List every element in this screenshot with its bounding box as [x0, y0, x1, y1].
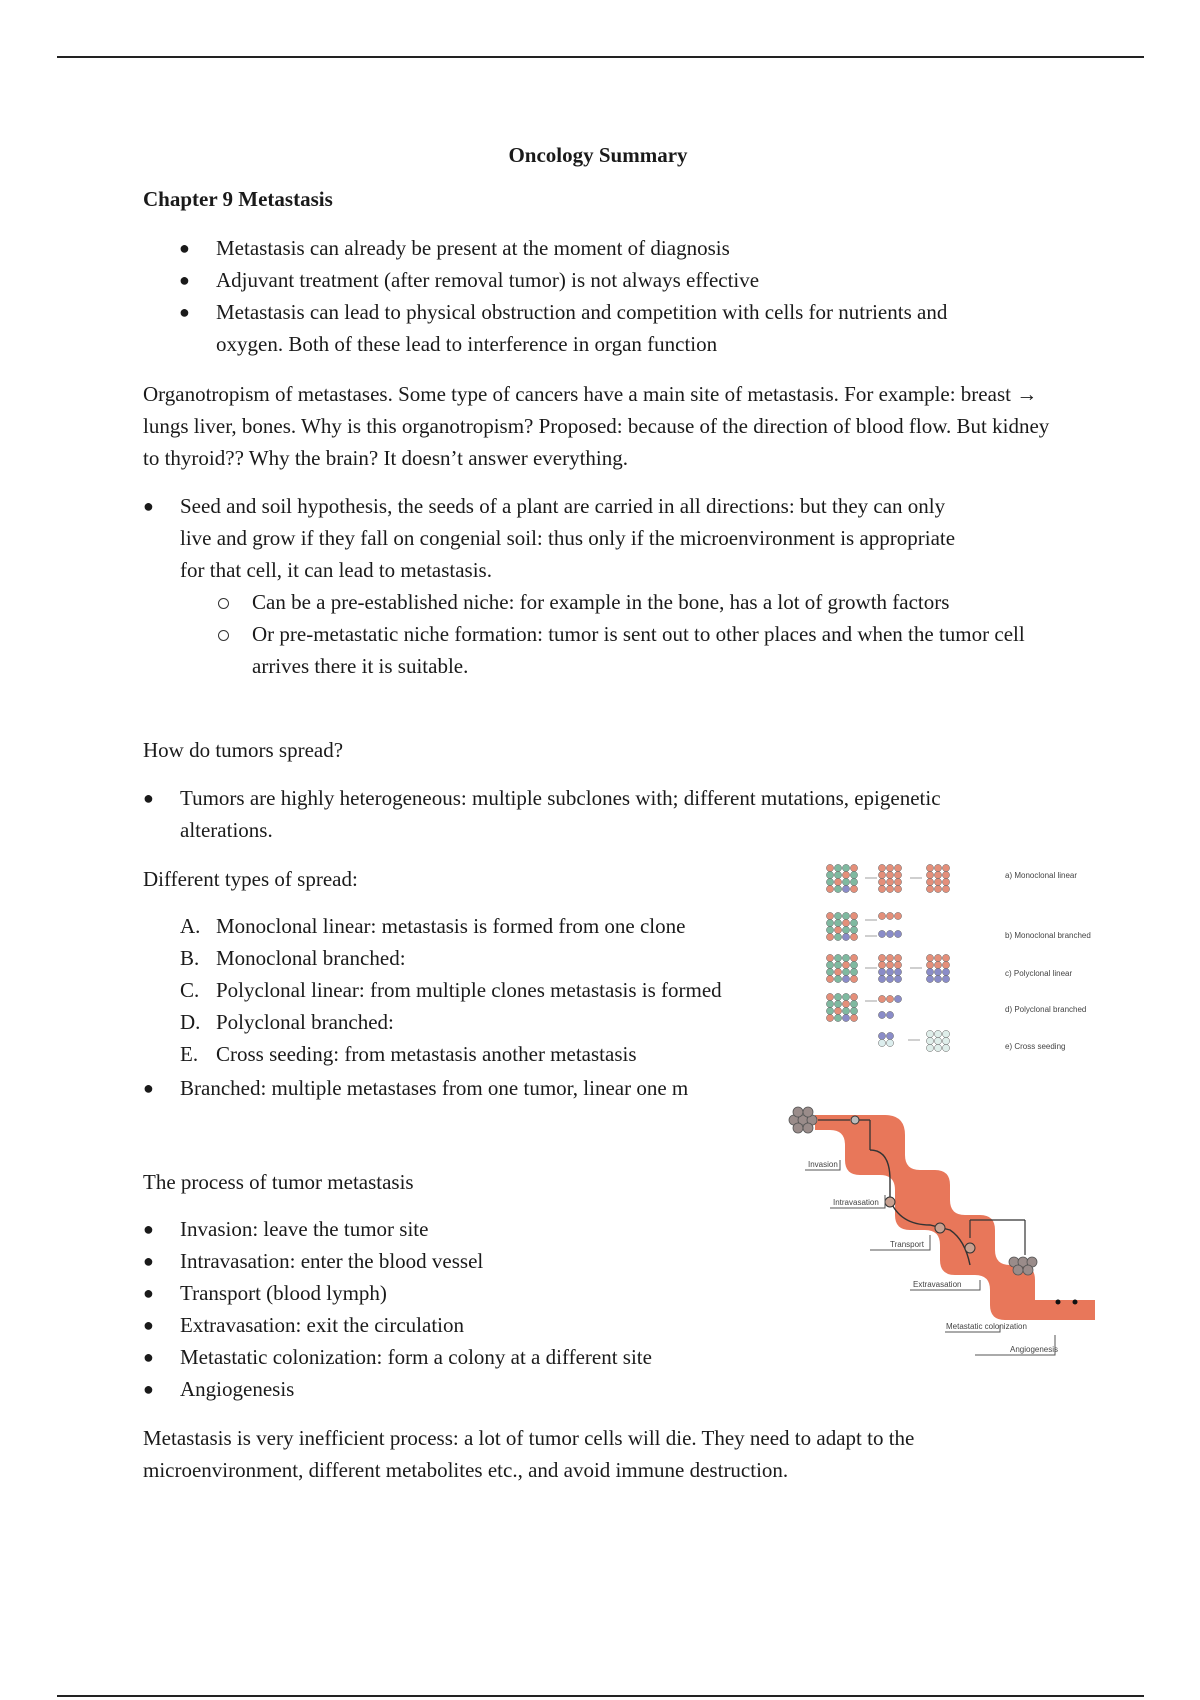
seed-soil-sublist — [252, 586, 1052, 682]
clone-cell — [934, 1037, 941, 1044]
tumor-cluster — [789, 1107, 817, 1133]
clone-cell — [826, 926, 833, 933]
clone-cell — [878, 995, 885, 1002]
branched-note-list — [143, 1072, 763, 1104]
clone-cell — [878, 871, 885, 878]
clone-cell — [826, 961, 833, 968]
bottom-rule — [57, 1695, 1144, 1697]
clone-cell — [826, 954, 833, 961]
clone-cell — [942, 968, 949, 975]
clone-cell — [894, 930, 901, 937]
clone-cell — [886, 878, 893, 885]
list-item: D. Polyclonal branched: — [180, 1010, 394, 1034]
clone-cell — [842, 975, 849, 982]
clone-cell — [834, 926, 841, 933]
hollow-bullet-icon — [218, 598, 229, 609]
list-item: ● Tumors are highly heterogeneous: multiple subclones with; different mutations, epigenetic alterations. — [143, 786, 941, 842]
top-rule — [57, 56, 1144, 58]
list-item: ● Metastatic colonization: form a colony at a different site — [143, 1345, 652, 1369]
clone-cell — [826, 993, 833, 1000]
clone-cell — [878, 912, 885, 919]
clone-cell — [926, 1044, 933, 1051]
clone-cell — [834, 912, 841, 919]
clone-cell — [834, 919, 841, 926]
clone-cell — [934, 961, 941, 968]
clone-cell — [878, 878, 885, 885]
clone-cell — [942, 871, 949, 878]
clone-cell — [894, 995, 901, 1002]
clone-cell — [850, 933, 857, 940]
clone-cell — [934, 1030, 941, 1037]
clone-cell — [842, 871, 849, 878]
list-item: ● Adjuvant treatment (after removal tumor) is not always effective — [179, 268, 760, 292]
clone-cell — [886, 930, 893, 937]
clone-cell — [834, 864, 841, 871]
clone-cell — [842, 993, 849, 1000]
clone-cell — [842, 1007, 849, 1014]
clone-cell — [878, 864, 885, 871]
list-item: E. Cross seeding: from metastasis another metastasis — [180, 1042, 637, 1066]
figure-label: d) Polyclonal branched — [1005, 1005, 1087, 1014]
clone-cell — [934, 954, 941, 961]
clone-cell — [894, 885, 901, 892]
clone-cell — [850, 1000, 857, 1007]
clone-cell — [894, 864, 901, 871]
clone-cell — [886, 954, 893, 961]
clone-cell — [850, 968, 857, 975]
list-item: Or pre-metastatic niche formation: tumor is sent out to other places and when the tumor cell arrives there it is suitable. — [252, 618, 1032, 682]
metastasis-process-figure — [770, 1090, 1100, 1370]
spread-types-figure — [820, 860, 1130, 1075]
clone-cell — [942, 975, 949, 982]
clone-cell — [894, 912, 901, 919]
clone-cell — [926, 878, 933, 885]
clone-cell — [834, 885, 841, 892]
clone-cell — [850, 961, 857, 968]
clone-cell — [934, 871, 941, 878]
clone-cell — [834, 1000, 841, 1007]
clone-cell — [886, 1039, 893, 1046]
clone-cell — [886, 968, 893, 975]
clone-cell — [886, 961, 893, 968]
clone-cell — [942, 1037, 949, 1044]
figure-label: Metastatic colonization — [946, 1322, 1027, 1331]
clone-cell — [894, 878, 901, 885]
list-item: ● Invasion: leave the tumor site — [143, 1217, 429, 1241]
clone-cell — [942, 954, 949, 961]
clone-cell — [850, 975, 857, 982]
clone-cell — [842, 954, 849, 961]
clone-cell — [894, 954, 901, 961]
intro-bullet-list — [143, 232, 1043, 360]
clone-cell — [942, 1030, 949, 1037]
clone-cell — [826, 878, 833, 885]
clone-cell — [842, 885, 849, 892]
heterogeneity-list — [143, 782, 1043, 846]
list-item: C. Polyclonal linear: from multiple clones metastasis is formed — [180, 978, 722, 1002]
clone-cell — [934, 885, 941, 892]
clone-cell — [850, 912, 857, 919]
clone-cell — [834, 968, 841, 975]
clone-cell — [926, 975, 933, 982]
clone-cell — [842, 926, 849, 933]
clone-cell — [826, 885, 833, 892]
clone-cell — [834, 1014, 841, 1021]
clone-cell — [886, 1011, 893, 1018]
clone-cell — [826, 968, 833, 975]
clone-cell — [894, 961, 901, 968]
clone-cell — [878, 975, 885, 982]
clone-cell — [834, 961, 841, 968]
clone-cell — [878, 961, 885, 968]
clone-cell — [850, 885, 857, 892]
clone-cell — [886, 912, 893, 919]
clone-cell — [878, 954, 885, 961]
clone-cell — [886, 864, 893, 871]
clone-cell — [878, 968, 885, 975]
clone-diagram — [826, 864, 949, 1051]
clone-cell — [842, 878, 849, 885]
clone-cell — [834, 954, 841, 961]
clone-cell — [842, 1014, 849, 1021]
clone-cell — [878, 1032, 885, 1039]
vessel-shape — [815, 1115, 1095, 1320]
clone-cell — [926, 871, 933, 878]
hollow-bullet-icon — [218, 630, 229, 641]
list-item: ● Metastasis can already be present at the moment of diagnosis — [179, 236, 730, 260]
clone-cell — [942, 878, 949, 885]
figure-label: e) Cross seeding — [1005, 1042, 1066, 1051]
list-item: B. Monoclonal branched: — [180, 946, 406, 970]
clone-cell — [850, 878, 857, 885]
process-steps-list — [143, 1213, 763, 1405]
clone-cell — [834, 933, 841, 940]
clone-cell — [942, 885, 949, 892]
clone-cell — [934, 878, 941, 885]
chapter-heading: Chapter 9 Metastasis — [143, 187, 333, 211]
clone-cell — [842, 968, 849, 975]
list-item: ● Angiogenesis — [143, 1377, 295, 1401]
clone-cell — [842, 919, 849, 926]
clone-cell — [926, 1037, 933, 1044]
list-item: ● Transport (blood lymph) — [143, 1281, 387, 1305]
list-item: Can be a pre-established niche: for example in the bone, has a lot of growth factors — [252, 586, 1012, 618]
clone-cell — [850, 954, 857, 961]
seed-soil-list — [143, 490, 1043, 586]
clone-cell — [894, 975, 901, 982]
figure-label: a) Monoclonal linear — [1005, 871, 1078, 880]
clone-cell — [850, 871, 857, 878]
list-item: ● Intravasation: enter the blood vessel — [143, 1249, 484, 1273]
clone-cell — [886, 995, 893, 1002]
clone-cell — [842, 912, 849, 919]
clone-cell — [834, 975, 841, 982]
clone-cell — [850, 993, 857, 1000]
figure-label: Angiogenesis — [1010, 1345, 1059, 1354]
clone-cell — [850, 926, 857, 933]
figure-label: Transport — [890, 1240, 924, 1249]
clone-cell — [850, 1007, 857, 1014]
clone-cell — [826, 1014, 833, 1021]
clone-cell — [878, 1011, 885, 1018]
clone-cell — [826, 933, 833, 940]
clone-cell — [886, 871, 893, 878]
list-item: ● Seed and soil hypothesis, the seeds of a plant are carried in all directions: but they can only live and grow if they fall on congenial soil: thus only if the microenvironment is appropriate for that cell, it can lead to metastasis. — [143, 494, 956, 582]
clone-cell — [878, 930, 885, 937]
clone-cell — [826, 975, 833, 982]
clone-cell — [834, 993, 841, 1000]
clone-cell — [942, 1044, 949, 1051]
clone-cell — [926, 968, 933, 975]
clone-cell — [850, 919, 857, 926]
clone-cell — [842, 864, 849, 871]
clone-cell — [826, 919, 833, 926]
figure-label: c) Polyclonal linear — [1005, 969, 1073, 978]
clone-cell — [926, 885, 933, 892]
clone-cell — [934, 1044, 941, 1051]
process-heading: The process of tumor metastasis — [143, 1170, 414, 1194]
clone-cell — [926, 954, 933, 961]
clone-cell — [926, 864, 933, 871]
list-item: A. Monoclonal linear: metastasis is formed from one clone — [180, 914, 686, 938]
clone-cell — [826, 1007, 833, 1014]
list-item: ● Extravasation: exit the circulation — [143, 1313, 464, 1337]
figure-label: Extravasation — [913, 1280, 962, 1289]
clone-cell — [894, 871, 901, 878]
clone-cell — [886, 975, 893, 982]
clone-cell — [850, 1014, 857, 1021]
clone-cell — [926, 961, 933, 968]
clone-cell — [894, 968, 901, 975]
clone-cell — [834, 871, 841, 878]
clone-cell — [826, 864, 833, 871]
clone-cell — [842, 933, 849, 940]
organotropism-paragraph: Organotropism of metastases. Some type of cancers have a main site of metastasis. For example: breast → lungs liver, bones. Why is this organotropism? Proposed: because of the direction of blood flow. But kidney to thyroid?? Why the brain? It doesn’t answer everything. — [143, 382, 1050, 470]
document-title: Oncology Summary — [508, 143, 688, 167]
clone-cell — [942, 864, 949, 871]
list-item: ● Metastasis can lead to physical obstruction and competition with cells for nutrients and oxygen. Both of these lead to interference in organ function — [179, 300, 948, 356]
clone-cell — [878, 885, 885, 892]
clone-cell — [826, 912, 833, 919]
figure-label: b) Monoclonal branched — [1005, 931, 1091, 940]
spread-question: How do tumors spread? — [143, 738, 344, 762]
list-item: ● Branched: multiple metastases from one tumor, linear one m — [143, 1076, 689, 1100]
clone-cell — [826, 1000, 833, 1007]
clone-cell — [934, 968, 941, 975]
figure-label: Intravasation — [833, 1198, 879, 1207]
figure-label: Invasion — [808, 1160, 838, 1169]
clone-cell — [842, 961, 849, 968]
clone-cell — [934, 864, 941, 871]
clone-cell — [826, 871, 833, 878]
clone-cell — [886, 1032, 893, 1039]
clone-cell — [878, 1039, 885, 1046]
clone-cell — [842, 1000, 849, 1007]
spread-types-list — [180, 910, 820, 1070]
spread-types-heading: Different types of spread: — [143, 867, 358, 891]
conclusion-paragraph: Metastasis is very inefficient process: a lot of tumor cells will die. They need to adapt to the microenvironment, different metabolites etc., and avoid immune destruction. — [143, 1426, 915, 1482]
clone-cell — [942, 961, 949, 968]
clone-cell — [886, 885, 893, 892]
clone-cell — [850, 864, 857, 871]
clone-cell — [926, 1030, 933, 1037]
clone-cell — [834, 1007, 841, 1014]
clone-cell — [834, 878, 841, 885]
clone-cell — [934, 975, 941, 982]
